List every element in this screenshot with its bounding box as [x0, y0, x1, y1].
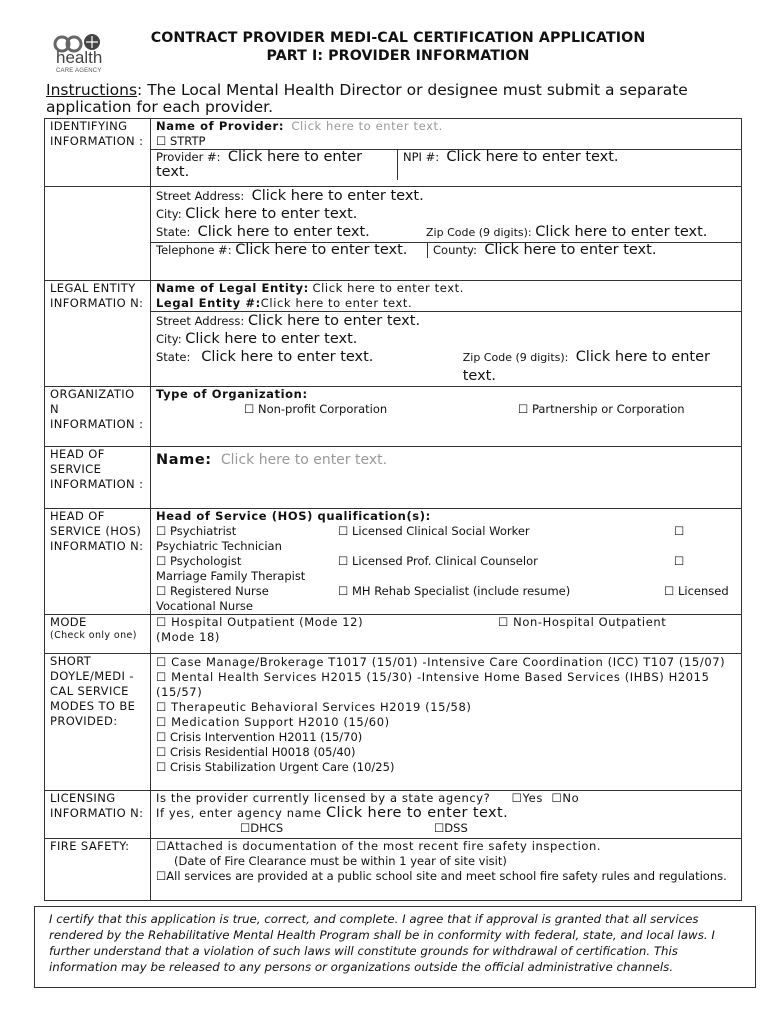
fire-inspection-checkbox[interactable]: ☐Attached is documentation of the most recent fire safety inspection. — [156, 839, 602, 853]
hos-qualifications-heading: Head of Service (HOS) qualification(s): — [156, 509, 431, 523]
npi-label: NPI #: — [403, 150, 440, 164]
zip-field[interactable]: Click here to enter text. — [535, 224, 708, 240]
legal-zip-field[interactable]: Click here to enter text. — [462, 349, 710, 384]
service-mode-3[interactable]: ☐ Therapeutic Behavioral Services H2019 (15/58) — [156, 700, 472, 714]
lvn-label: Vocational Nurse — [156, 599, 253, 613]
lvn-checkbox[interactable]: ☐ Licensed — [664, 584, 729, 598]
legal-entity-label: LEGAL ENTITY INFORMATIO N: — [45, 281, 151, 387]
legal-entity-number-label: Legal Entity #: — [156, 296, 261, 310]
lpcc-checkbox[interactable]: ☐ Licensed Prof. Clinical Counselor — [338, 554, 538, 568]
psych-tech-checkbox[interactable]: ☐ — [674, 524, 685, 538]
nonprofit-checkbox[interactable]: ☐ Non-profit Corporation — [244, 402, 388, 416]
legal-name-label: Name of Legal Entity: — [156, 281, 309, 295]
legal-entity-number-field[interactable]: Click here to enter text. — [260, 296, 413, 310]
fire-safety-label: FIRE SAFETY: — [45, 839, 151, 901]
state-field[interactable]: Click here to enter text. — [197, 224, 370, 240]
lcsw-checkbox[interactable]: ☐ Licensed Clinical Social Worker — [338, 524, 530, 538]
service-mode-5[interactable]: ☐ Crisis Intervention H2011 (15/70) — [156, 730, 363, 744]
dhcs-checkbox[interactable]: ☐DHCS — [240, 821, 284, 835]
legal-city-label: City: — [156, 332, 182, 346]
service-mode-2[interactable]: ☐ Mental Health Services H2015 (15/30) -Intensive Home Based Services (IHBS) H2015 (15/57) — [156, 670, 710, 699]
legal-city-field[interactable]: Click here to enter text. — [185, 331, 358, 347]
street-field[interactable]: Click here to enter text. — [251, 188, 424, 204]
psych-tech-label: Psychiatric Technician — [156, 539, 282, 553]
school-site-checkbox[interactable]: ☐All services are provided at a public school site and meet school fire safety rules and regulations. — [156, 869, 727, 883]
provider-number-field[interactable]: Click here to enter text. — [156, 149, 363, 180]
hos-name-label: Name: — [156, 452, 212, 468]
street-label: Street Address: — [156, 189, 245, 203]
licensing-question: Is the provider currently licensed by a state agency? — [156, 791, 491, 805]
mft-checkbox[interactable]: ☐ — [674, 554, 685, 568]
provider-name-label: Name of Provider: — [156, 119, 285, 133]
agency-name-label: If yes, enter agency name — [156, 806, 322, 820]
instructions — [46, 82, 736, 116]
certification-statement: I certify that this application is true, correct, and complete. I agree that if approval is granted that all services rendered by the Rehabilitative Mental Health Program shall be in conformity with federal, state, and local laws. I further understand that a violation of such laws will constitute grounds for withdrawal of certification. This information may be released to any persons or organizations outside the official administrative channels. — [34, 906, 756, 988]
hospital-outpatient-checkbox[interactable]: ☐ Hospital Outpatient (Mode 12) — [156, 615, 364, 629]
title-line-1: CONTRACT PROVIDER MEDI-CAL CERTIFICATION APPLICATION — [150, 30, 646, 46]
psychiatrist-checkbox[interactable]: ☐ Psychiatrist — [156, 524, 237, 538]
identifying-label: IDENTIFYING INFORMATION : — [45, 119, 151, 187]
application-form — [44, 118, 742, 901]
identifying-address-label-cell — [45, 187, 151, 281]
logo-text: health — [56, 48, 103, 67]
provider-name-field[interactable]: Click here to enter text. — [291, 119, 443, 133]
mode-18-label: (Mode 18) — [156, 630, 220, 644]
instructions-text: : The Local Mental Health Director or designee must submit a separate application for each provider. — [46, 81, 688, 116]
county-label: County: — [433, 243, 477, 257]
legal-state-field[interactable]: Click here to enter text. — [201, 349, 374, 365]
mft-label: Marriage Family Therapist — [156, 569, 306, 583]
partnership-checkbox[interactable]: ☐ Partnership or Corporation — [518, 402, 685, 416]
mode-label-cell — [45, 615, 151, 654]
logo-subtext: CARE AGENCY — [56, 68, 102, 74]
service-mode-6[interactable]: ☐ Crisis Residential H0018 (05/40) — [156, 745, 356, 759]
legal-street-field[interactable]: Click here to enter text. — [247, 313, 421, 329]
non-hospital-outpatient-checkbox[interactable]: ☐ Non-Hospital Outpatient — [498, 615, 667, 629]
dss-checkbox[interactable]: ☐DSS — [434, 821, 468, 835]
mh-rehab-checkbox[interactable]: ☐ MH Rehab Specialist (include resume) — [338, 584, 571, 598]
licensing-label: LICENSING INFORMATIO N: — [45, 791, 151, 839]
page-title — [118, 29, 678, 65]
title-line-2: PART I: PROVIDER INFORMATION — [266, 48, 530, 64]
zip-label: Zip Code (9 digits): — [426, 226, 532, 239]
organization-label: ORGANIZATIO N INFORMATION : — [45, 387, 151, 447]
telephone-label: Telephone #: — [156, 243, 232, 257]
service-mode-1[interactable]: ☐ Case Manage/Brokerage T1017 (15/01) -Intensive Care Coordination (ICC) T107 (15/07) — [156, 655, 726, 669]
fire-clearance-note: (Date of Fire Clearance must be within 1 year of site visit) — [174, 854, 507, 868]
mode-sublabel: (Check only one) — [50, 630, 137, 641]
state-label: State: — [156, 225, 191, 239]
instructions-label: Instructions — [46, 81, 138, 99]
short-doyle-label: SHORT DOYLE/MEDI -CAL SERVICE MODES TO BE PROVIDED: — [45, 654, 151, 791]
organization-type-label: Type of Organization: — [156, 387, 308, 401]
legal-street-label: Street Address: — [156, 314, 245, 328]
provider-number-label: Provider #: — [156, 150, 221, 164]
rn-checkbox[interactable]: ☐ Registered Nurse — [156, 584, 269, 598]
legal-state-label: State: — [156, 350, 191, 364]
agency-name-field[interactable]: Click here to enter text. — [325, 805, 509, 821]
legal-zip-label: Zip Code (9 digits): — [462, 351, 569, 364]
psychologist-checkbox[interactable]: ☐ Psychologist — [156, 554, 242, 568]
agency-logo — [52, 32, 110, 78]
service-mode-7[interactable]: ☐ Crisis Stabilization Urgent Care (10/25) — [156, 760, 395, 774]
head-of-service-label: HEAD OF SERVICE INFORMATION : — [45, 447, 151, 509]
county-field[interactable]: Click here to enter text. — [484, 242, 657, 258]
hos-qualification-label: HEAD OF SERVICE (HOS) INFORMATIO N: — [45, 509, 151, 615]
npi-field[interactable]: Click here to enter text. — [446, 149, 619, 165]
strtp-checkbox[interactable]: ☐ STRTP — [156, 134, 206, 148]
licensed-yes-checkbox[interactable]: ☐Yes — [511, 791, 543, 805]
licensed-no-checkbox[interactable]: ☐No — [551, 791, 580, 805]
city-field[interactable]: Click here to enter text. — [185, 206, 358, 222]
telephone-field[interactable]: Click here to enter text. — [235, 242, 408, 258]
hos-name-field[interactable]: Click here to enter text. — [220, 452, 388, 468]
service-mode-4[interactable]: ☐ Medication Support H2010 (15/60) — [156, 715, 390, 729]
mode-label: MODE — [50, 615, 87, 629]
legal-name-field[interactable]: Click here to enter text. — [312, 281, 464, 295]
city-label: City: — [156, 207, 182, 221]
